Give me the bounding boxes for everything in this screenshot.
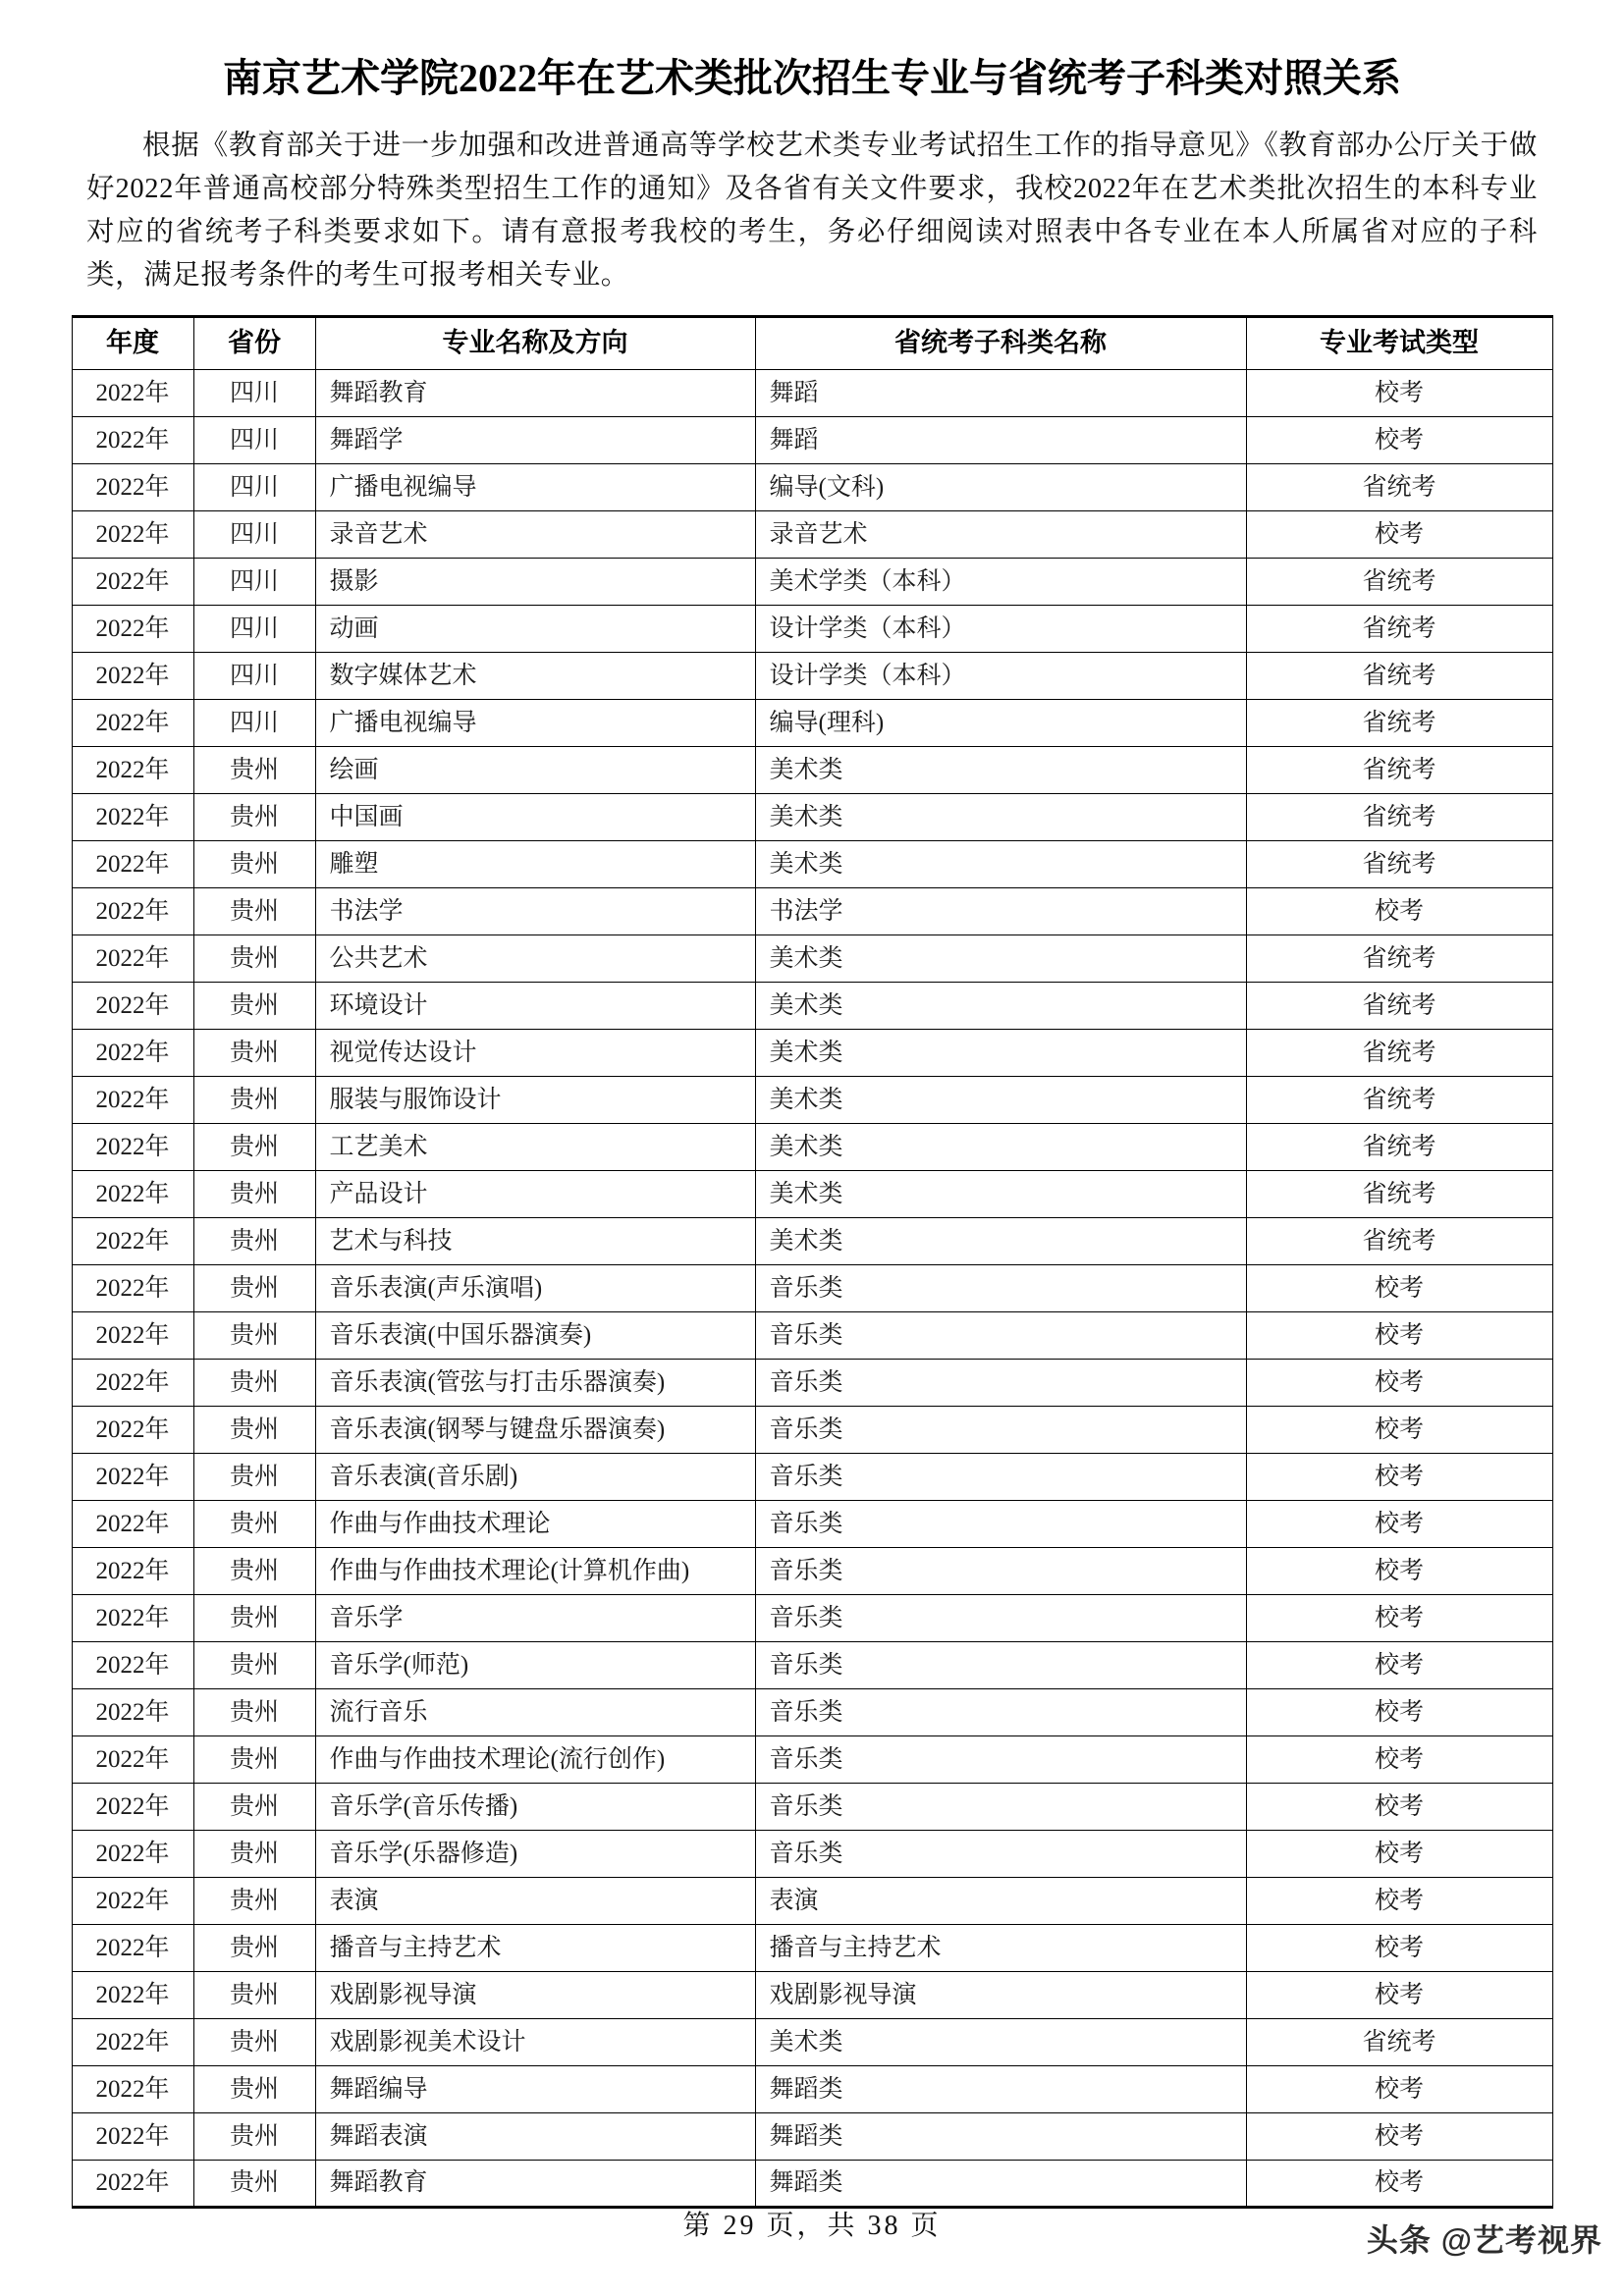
cell-province: 贵州 bbox=[193, 2066, 315, 2113]
table-row bbox=[72, 1595, 1552, 1642]
cell-province: 贵州 bbox=[193, 1689, 315, 1736]
cell-exam-type: 省统考 bbox=[1246, 841, 1552, 888]
cell-province: 贵州 bbox=[193, 888, 315, 935]
cell-major: 摄影 bbox=[315, 559, 755, 606]
table-row bbox=[72, 1689, 1552, 1736]
cell-year: 2022年 bbox=[72, 794, 193, 841]
cell-exam-type: 省统考 bbox=[1246, 1171, 1552, 1218]
cell-subject: 设计学类（本科） bbox=[755, 653, 1246, 700]
cell-exam-type: 校考 bbox=[1246, 1360, 1552, 1407]
table-row bbox=[72, 1878, 1552, 1925]
cell-year: 2022年 bbox=[72, 1501, 193, 1548]
table-row bbox=[72, 1312, 1552, 1360]
cell-province: 贵州 bbox=[193, 1595, 315, 1642]
cell-exam-type: 校考 bbox=[1246, 1972, 1552, 2019]
cell-province: 贵州 bbox=[193, 1407, 315, 1454]
table-row bbox=[72, 1077, 1552, 1124]
table-row bbox=[72, 417, 1552, 464]
cell-subject: 舞蹈类 bbox=[755, 2161, 1246, 2208]
cell-subject: 美术类 bbox=[755, 794, 1246, 841]
cell-subject: 音乐类 bbox=[755, 1595, 1246, 1642]
cell-subject: 音乐类 bbox=[755, 1784, 1246, 1831]
cell-year: 2022年 bbox=[72, 1736, 193, 1784]
cell-major: 舞蹈教育 bbox=[315, 2161, 755, 2208]
cell-province: 贵州 bbox=[193, 747, 315, 794]
table-row bbox=[72, 511, 1552, 559]
cell-subject: 音乐类 bbox=[755, 1548, 1246, 1595]
cell-year: 2022年 bbox=[72, 1407, 193, 1454]
cell-subject: 音乐类 bbox=[755, 1454, 1246, 1501]
cell-year: 2022年 bbox=[72, 1642, 193, 1689]
cell-major: 作曲与作曲技术理论 bbox=[315, 1501, 755, 1548]
table-row bbox=[72, 1642, 1552, 1689]
cell-subject: 舞蹈类 bbox=[755, 2066, 1246, 2113]
table-row bbox=[72, 1360, 1552, 1407]
table-row bbox=[72, 1784, 1552, 1831]
cell-subject: 美术类 bbox=[755, 935, 1246, 983]
cell-major: 音乐表演(钢琴与键盘乐器演奏) bbox=[315, 1407, 755, 1454]
cell-exam-type: 省统考 bbox=[1246, 464, 1552, 511]
table-body bbox=[72, 370, 1552, 2208]
table-row bbox=[72, 559, 1552, 606]
cell-province: 贵州 bbox=[193, 2161, 315, 2208]
cell-exam-type: 校考 bbox=[1246, 2113, 1552, 2161]
column-header-province: 省份 bbox=[193, 317, 315, 370]
cell-subject: 设计学类（本科） bbox=[755, 606, 1246, 653]
cell-subject: 美术类 bbox=[755, 2019, 1246, 2066]
cell-subject: 美术类 bbox=[755, 747, 1246, 794]
cell-subject: 表演 bbox=[755, 1878, 1246, 1925]
cell-subject: 美术类 bbox=[755, 1171, 1246, 1218]
table-row bbox=[72, 935, 1552, 983]
cell-subject: 舞蹈类 bbox=[755, 2113, 1246, 2161]
cell-province: 贵州 bbox=[193, 1030, 315, 1077]
cell-major: 录音艺术 bbox=[315, 511, 755, 559]
cell-major: 音乐学(音乐传播) bbox=[315, 1784, 755, 1831]
cell-major: 数字媒体艺术 bbox=[315, 653, 755, 700]
cell-year: 2022年 bbox=[72, 888, 193, 935]
cell-subject: 录音艺术 bbox=[755, 511, 1246, 559]
table-row bbox=[72, 606, 1552, 653]
cell-subject: 美术类 bbox=[755, 983, 1246, 1030]
cell-exam-type: 省统考 bbox=[1246, 559, 1552, 606]
cell-major: 流行音乐 bbox=[315, 1689, 755, 1736]
cell-province: 四川 bbox=[193, 417, 315, 464]
page-footer bbox=[0, 2204, 1624, 2263]
cell-subject: 书法学 bbox=[755, 888, 1246, 935]
cell-province: 贵州 bbox=[193, 1925, 315, 1972]
table-header bbox=[72, 317, 1552, 370]
cell-province: 四川 bbox=[193, 559, 315, 606]
cell-exam-type: 校考 bbox=[1246, 888, 1552, 935]
cell-province: 贵州 bbox=[193, 841, 315, 888]
cell-exam-type: 校考 bbox=[1246, 1501, 1552, 1548]
cell-year: 2022年 bbox=[72, 841, 193, 888]
cell-exam-type: 校考 bbox=[1246, 1642, 1552, 1689]
cell-year: 2022年 bbox=[72, 2019, 193, 2066]
cell-subject: 音乐类 bbox=[755, 1265, 1246, 1312]
cell-major: 广播电视编导 bbox=[315, 464, 755, 511]
cell-year: 2022年 bbox=[72, 1265, 193, 1312]
table-row bbox=[72, 888, 1552, 935]
cell-province: 贵州 bbox=[193, 1736, 315, 1784]
cell-province: 贵州 bbox=[193, 1171, 315, 1218]
cell-exam-type: 省统考 bbox=[1246, 747, 1552, 794]
cell-subject: 美术类 bbox=[755, 841, 1246, 888]
table-row bbox=[72, 700, 1552, 747]
cell-major: 音乐表演(管弦与打击乐器演奏) bbox=[315, 1360, 755, 1407]
cell-province: 贵州 bbox=[193, 794, 315, 841]
table-row bbox=[72, 1265, 1552, 1312]
cell-major: 雕塑 bbox=[315, 841, 755, 888]
cell-exam-type: 省统考 bbox=[1246, 935, 1552, 983]
cell-province: 四川 bbox=[193, 606, 315, 653]
cell-exam-type: 省统考 bbox=[1246, 653, 1552, 700]
cell-province: 贵州 bbox=[193, 1784, 315, 1831]
cell-exam-type: 省统考 bbox=[1246, 794, 1552, 841]
cell-year: 2022年 bbox=[72, 653, 193, 700]
table-row bbox=[72, 1736, 1552, 1784]
cell-province: 四川 bbox=[193, 511, 315, 559]
cell-province: 贵州 bbox=[193, 1831, 315, 1878]
table-row bbox=[72, 1925, 1552, 1972]
table-row bbox=[72, 1972, 1552, 2019]
cell-major: 戏剧影视导演 bbox=[315, 1972, 755, 2019]
table-row bbox=[72, 1030, 1552, 1077]
cell-major: 舞蹈表演 bbox=[315, 2113, 755, 2161]
cell-major: 中国画 bbox=[315, 794, 755, 841]
cell-exam-type: 省统考 bbox=[1246, 1077, 1552, 1124]
cell-exam-type: 校考 bbox=[1246, 1312, 1552, 1360]
cell-major: 广播电视编导 bbox=[315, 700, 755, 747]
table-row bbox=[72, 464, 1552, 511]
cell-year: 2022年 bbox=[72, 2066, 193, 2113]
cell-exam-type: 省统考 bbox=[1246, 1030, 1552, 1077]
cell-major: 音乐学 bbox=[315, 1595, 755, 1642]
cell-year: 2022年 bbox=[72, 1077, 193, 1124]
cell-year: 2022年 bbox=[72, 700, 193, 747]
cell-year: 2022年 bbox=[72, 464, 193, 511]
cell-exam-type: 省统考 bbox=[1246, 1218, 1552, 1265]
cell-subject: 音乐类 bbox=[755, 1360, 1246, 1407]
cell-exam-type: 校考 bbox=[1246, 2066, 1552, 2113]
cell-major: 表演 bbox=[315, 1878, 755, 1925]
table-row bbox=[72, 1218, 1552, 1265]
cell-province: 贵州 bbox=[193, 1124, 315, 1171]
cell-subject: 美术类 bbox=[755, 1124, 1246, 1171]
cell-exam-type: 校考 bbox=[1246, 1595, 1552, 1642]
cell-exam-type: 省统考 bbox=[1246, 1124, 1552, 1171]
cell-subject: 舞蹈 bbox=[755, 417, 1246, 464]
cell-year: 2022年 bbox=[72, 2161, 193, 2208]
cell-subject: 音乐类 bbox=[755, 1736, 1246, 1784]
cell-province: 贵州 bbox=[193, 1077, 315, 1124]
cell-province: 贵州 bbox=[193, 1878, 315, 1925]
cell-province: 贵州 bbox=[193, 983, 315, 1030]
cell-province: 贵州 bbox=[193, 1360, 315, 1407]
table-row bbox=[72, 1548, 1552, 1595]
cell-major: 动画 bbox=[315, 606, 755, 653]
cell-major: 戏剧影视美术设计 bbox=[315, 2019, 755, 2066]
cell-province: 贵州 bbox=[193, 1218, 315, 1265]
cell-major: 作曲与作曲技术理论(计算机作曲) bbox=[315, 1548, 755, 1595]
table-row bbox=[72, 983, 1552, 1030]
table-row bbox=[72, 2019, 1552, 2066]
cell-exam-type: 校考 bbox=[1246, 1548, 1552, 1595]
cell-year: 2022年 bbox=[72, 1218, 193, 1265]
cell-year: 2022年 bbox=[72, 511, 193, 559]
cell-major: 产品设计 bbox=[315, 1171, 755, 1218]
cell-subject: 美术类 bbox=[755, 1218, 1246, 1265]
cell-major: 视觉传达设计 bbox=[315, 1030, 755, 1077]
cell-major: 音乐表演(声乐演唱) bbox=[315, 1265, 755, 1312]
cell-year: 2022年 bbox=[72, 983, 193, 1030]
cell-exam-type: 校考 bbox=[1246, 417, 1552, 464]
cell-year: 2022年 bbox=[72, 2113, 193, 2161]
cell-year: 2022年 bbox=[72, 1831, 193, 1878]
cell-exam-type: 省统考 bbox=[1246, 700, 1552, 747]
cell-year: 2022年 bbox=[72, 1595, 193, 1642]
cell-major: 服装与服饰设计 bbox=[315, 1077, 755, 1124]
cell-year: 2022年 bbox=[72, 935, 193, 983]
cell-year: 2022年 bbox=[72, 1925, 193, 1972]
cell-subject: 音乐类 bbox=[755, 1642, 1246, 1689]
table-row bbox=[72, 794, 1552, 841]
cell-subject: 音乐类 bbox=[755, 1407, 1246, 1454]
table-row bbox=[72, 1407, 1552, 1454]
cell-exam-type: 校考 bbox=[1246, 1925, 1552, 1972]
column-header-major: 专业名称及方向 bbox=[315, 317, 755, 370]
cell-major: 绘画 bbox=[315, 747, 755, 794]
cell-province: 贵州 bbox=[193, 1312, 315, 1360]
cell-province: 贵州 bbox=[193, 2019, 315, 2066]
cell-province: 贵州 bbox=[193, 1642, 315, 1689]
table-row bbox=[72, 653, 1552, 700]
cell-year: 2022年 bbox=[72, 1312, 193, 1360]
cell-subject: 音乐类 bbox=[755, 1501, 1246, 1548]
cell-major: 播音与主持艺术 bbox=[315, 1925, 755, 1972]
cell-major: 书法学 bbox=[315, 888, 755, 935]
cell-exam-type: 校考 bbox=[1246, 1784, 1552, 1831]
cell-province: 四川 bbox=[193, 370, 315, 417]
cell-exam-type: 校考 bbox=[1246, 511, 1552, 559]
cell-exam-type: 校考 bbox=[1246, 2161, 1552, 2208]
cell-major: 舞蹈教育 bbox=[315, 370, 755, 417]
cell-exam-type: 校考 bbox=[1246, 1265, 1552, 1312]
cell-year: 2022年 bbox=[72, 1878, 193, 1925]
cell-province: 贵州 bbox=[193, 1972, 315, 2019]
cell-year: 2022年 bbox=[72, 1030, 193, 1077]
cell-major: 音乐表演(音乐剧) bbox=[315, 1454, 755, 1501]
cell-subject: 美术学类（本科） bbox=[755, 559, 1246, 606]
cell-exam-type: 省统考 bbox=[1246, 2019, 1552, 2066]
cell-exam-type: 校考 bbox=[1246, 1689, 1552, 1736]
table-row bbox=[72, 1454, 1552, 1501]
cell-province: 贵州 bbox=[193, 1265, 315, 1312]
cell-province: 贵州 bbox=[193, 2113, 315, 2161]
table-row bbox=[72, 1501, 1552, 1548]
cell-province: 四川 bbox=[193, 700, 315, 747]
column-header-subject: 省统考子科类名称 bbox=[755, 317, 1246, 370]
cell-exam-type: 校考 bbox=[1246, 1878, 1552, 1925]
cell-major: 音乐学(乐器修造) bbox=[315, 1831, 755, 1878]
cell-exam-type: 校考 bbox=[1246, 1454, 1552, 1501]
cell-year: 2022年 bbox=[72, 417, 193, 464]
table-row bbox=[72, 1124, 1552, 1171]
cell-year: 2022年 bbox=[72, 1784, 193, 1831]
cell-province: 四川 bbox=[193, 653, 315, 700]
table-row bbox=[72, 841, 1552, 888]
column-header-year: 年度 bbox=[72, 317, 193, 370]
column-header-exam-type: 专业考试类型 bbox=[1246, 317, 1552, 370]
cell-major: 公共艺术 bbox=[315, 935, 755, 983]
cell-exam-type: 校考 bbox=[1246, 370, 1552, 417]
cell-major: 艺术与科技 bbox=[315, 1218, 755, 1265]
cell-exam-type: 校考 bbox=[1246, 1407, 1552, 1454]
cell-province: 四川 bbox=[193, 464, 315, 511]
cell-major: 音乐学(师范) bbox=[315, 1642, 755, 1689]
cell-year: 2022年 bbox=[72, 1454, 193, 1501]
cell-year: 2022年 bbox=[72, 1972, 193, 2019]
cell-year: 2022年 bbox=[72, 747, 193, 794]
page-number: 第 29 页，共 38 页 bbox=[682, 2211, 942, 2241]
cell-subject: 音乐类 bbox=[755, 1831, 1246, 1878]
page-title: 南京艺术学院2022年在艺术类批次招生专业与省统考子科类对照关系 bbox=[223, 56, 1401, 100]
cell-year: 2022年 bbox=[72, 559, 193, 606]
cell-subject: 美术类 bbox=[755, 1077, 1246, 1124]
cell-major: 舞蹈学 bbox=[315, 417, 755, 464]
cell-province: 贵州 bbox=[193, 1548, 315, 1595]
cell-year: 2022年 bbox=[72, 370, 193, 417]
cell-major: 环境设计 bbox=[315, 983, 755, 1030]
table-row bbox=[72, 747, 1552, 794]
table-row bbox=[72, 2113, 1552, 2161]
cell-year: 2022年 bbox=[72, 1360, 193, 1407]
cell-major: 舞蹈编导 bbox=[315, 2066, 755, 2113]
cell-subject: 美术类 bbox=[755, 1030, 1246, 1077]
table-row bbox=[72, 1831, 1552, 1878]
intro-paragraph: 根据《教育部关于进一步加强和改进普通高等学校艺术类专业考试招生工作的指导意见》《教育部办公厅关于做好2022年普通高校部分特殊类型招生工作的通知》及各省有关文件要求，我校2022年在艺术类批次招生的本科专业对应的省统考子科类要求如下。请有意报考我校的考生，务必仔细阅读对照表中各专业在本人所属省对应的子科类，满足报考条件的考生可报考相关专业。 bbox=[86, 131, 1538, 291]
cell-year: 2022年 bbox=[72, 1548, 193, 1595]
cell-year: 2022年 bbox=[72, 1124, 193, 1171]
cell-province: 贵州 bbox=[193, 1501, 315, 1548]
table-header-row bbox=[72, 317, 1552, 370]
cell-subject: 编导(文科) bbox=[755, 464, 1246, 511]
cell-major: 工艺美术 bbox=[315, 1124, 755, 1171]
watermark: 头条 @艺考视界 bbox=[1366, 2222, 1602, 2258]
cell-year: 2022年 bbox=[72, 1171, 193, 1218]
cell-exam-type: 校考 bbox=[1246, 1736, 1552, 1784]
cell-major: 音乐表演(中国乐器演奏) bbox=[315, 1312, 755, 1360]
cell-subject: 舞蹈 bbox=[755, 370, 1246, 417]
cell-exam-type: 省统考 bbox=[1246, 606, 1552, 653]
cell-year: 2022年 bbox=[72, 606, 193, 653]
table-row bbox=[72, 2161, 1552, 2208]
cell-subject: 播音与主持艺术 bbox=[755, 1925, 1246, 1972]
comparison-table bbox=[72, 315, 1553, 2209]
cell-exam-type: 省统考 bbox=[1246, 983, 1552, 1030]
cell-major: 作曲与作曲技术理论(流行创作) bbox=[315, 1736, 755, 1784]
cell-exam-type: 校考 bbox=[1246, 1831, 1552, 1878]
cell-province: 贵州 bbox=[193, 1454, 315, 1501]
cell-province: 贵州 bbox=[193, 935, 315, 983]
cell-subject: 戏剧影视导演 bbox=[755, 1972, 1246, 2019]
cell-subject: 音乐类 bbox=[755, 1689, 1246, 1736]
table-row bbox=[72, 2066, 1552, 2113]
table-row bbox=[72, 1171, 1552, 1218]
cell-subject: 音乐类 bbox=[755, 1312, 1246, 1360]
cell-year: 2022年 bbox=[72, 1689, 193, 1736]
table-row bbox=[72, 370, 1552, 417]
cell-subject: 编导(理科) bbox=[755, 700, 1246, 747]
